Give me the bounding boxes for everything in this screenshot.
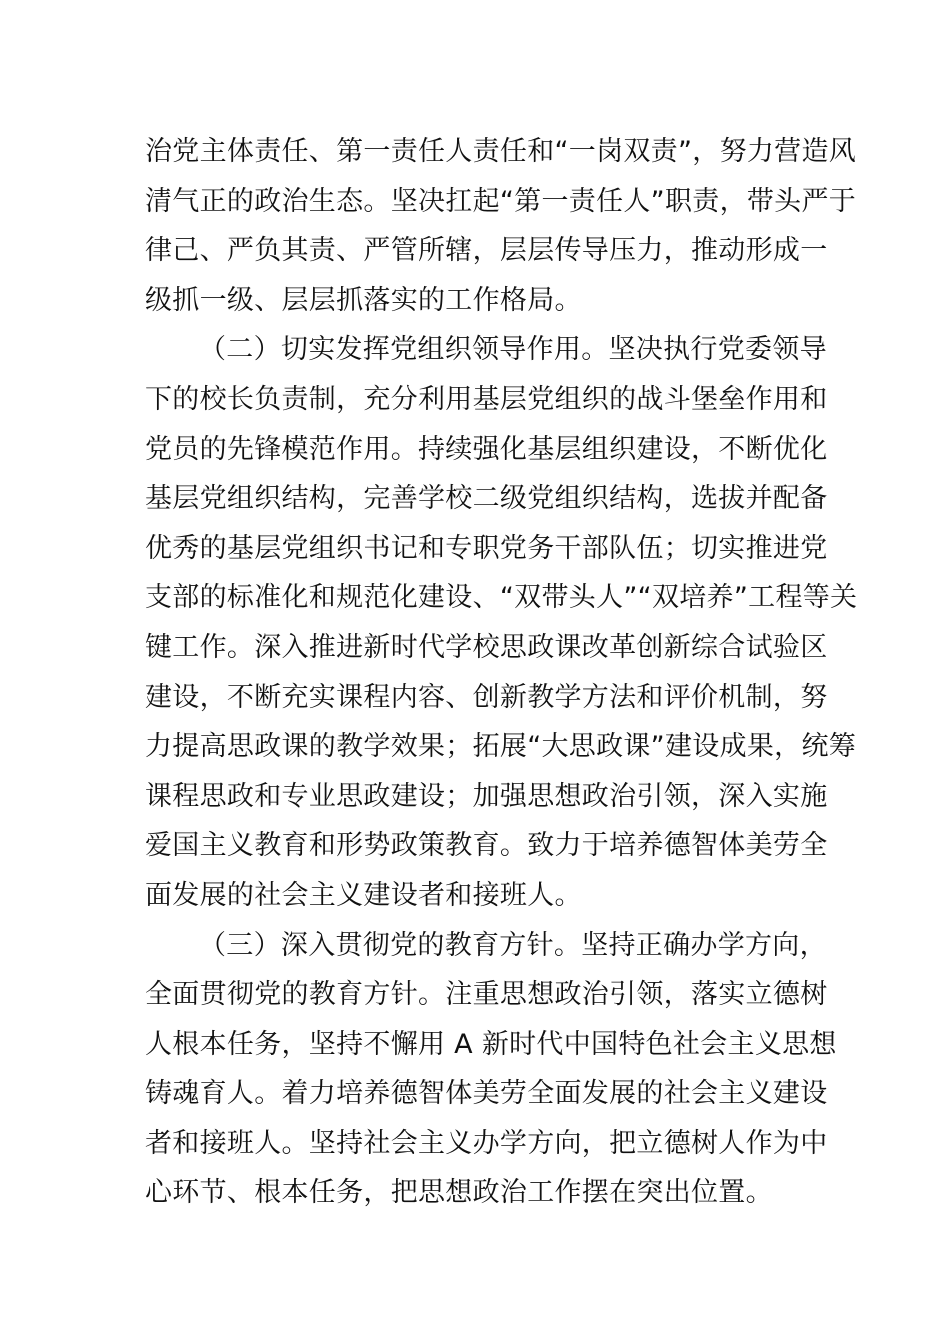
text-line: 级抓一级、层层抓落实的工作格局。 bbox=[145, 284, 582, 316]
text-line: 支部的标准化和规范化建设、“双带头人”“双培养”工程等关 bbox=[145, 582, 858, 614]
text-line: 治党主体责任、第一责任人责任和“一岗双责”，努力营造风 bbox=[145, 136, 857, 167]
paragraph-2 bbox=[145, 325, 858, 920]
text-line: 基层党组织结构，完善学校二级党组织结构，选拔并配备 bbox=[145, 483, 828, 515]
text-line: 铸魂育人。着力培养德智体美劳全面发展的社会主义建设 bbox=[145, 1078, 828, 1110]
text-line: 优秀的基层党组织书记和专职党务干部队伍；切实推进党 bbox=[145, 532, 828, 564]
text-line: （三）深入贯彻党的教育方针。坚持正确办学方向， bbox=[199, 929, 827, 961]
text-line: 人根本任务，坚持不懈用 A 新时代中国特色社会主义思想 bbox=[145, 1028, 837, 1060]
text-line: 面发展的社会主义建设者和接班人。 bbox=[145, 879, 582, 911]
text-line: （二）切实发挥党组织领导作用。坚决执行党委领导 bbox=[199, 334, 827, 366]
text-line: 爱国主义教育和形势政策教育。致力于培养德智体美劳全 bbox=[145, 830, 828, 862]
paragraph-3 bbox=[145, 921, 837, 1219]
text-line: 党员的先锋模范作用。持续强化基层组织建设，不断优化 bbox=[145, 433, 828, 465]
text-line: 律己、严负其责、严管所辖，层层传导压力，推动形成一 bbox=[145, 235, 828, 267]
text-line: 键工作。深入推进新时代学校思政课改革创新综合试验区 bbox=[145, 631, 828, 663]
text-line: 清气正的政治生态。坚决扛起“第一责任人”职责，带头严于 bbox=[145, 185, 857, 217]
text-line: 课程思政和专业思政建设；加强思想政治引领，深入实施 bbox=[145, 780, 828, 812]
text-line: 者和接班人。坚持社会主义办学方向，把立德树人作为中 bbox=[145, 1127, 828, 1159]
text-line: 心环节、根本任务，把思想政治工作摆在突出位置。 bbox=[145, 1177, 773, 1209]
text-line: 建设，不断充实课程内容、创新教学方法和评价机制，努 bbox=[145, 681, 828, 713]
paragraph-1 bbox=[145, 127, 857, 325]
document-body bbox=[145, 127, 858, 1218]
text-line: 全面贯彻党的教育方针。注重思想政治引领，落实立德树 bbox=[145, 979, 828, 1011]
text-line: 力提高思政课的教学效果；拓展“大思政课”建设成果，统筹 bbox=[145, 731, 857, 763]
text-line: 下的校长负责制，充分利用基层党组织的战斗堡垒作用和 bbox=[145, 383, 828, 415]
